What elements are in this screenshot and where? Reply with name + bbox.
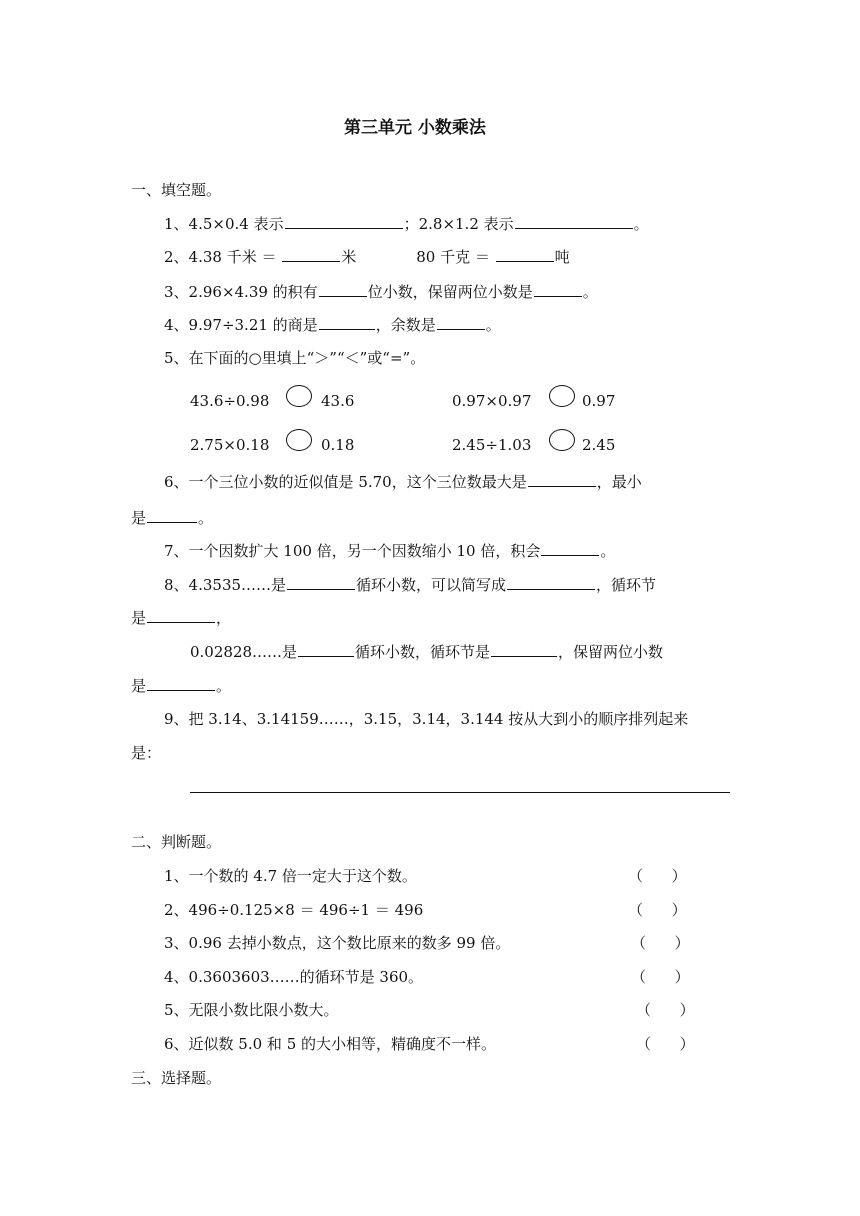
compare-right: 43.6: [321, 392, 355, 410]
question-8-cont: 是 ，: [131, 609, 232, 627]
answer-blank[interactable]: [528, 471, 596, 487]
answer-blank[interactable]: [147, 607, 215, 623]
answer-blank[interactable]: [507, 574, 595, 590]
question-6: 6、一个三位小数的近似值是 5.70，这个三位数最大是 ，最小: [164, 473, 642, 491]
answer-blank[interactable]: [147, 675, 215, 691]
answer-blank[interactable]: [147, 507, 197, 523]
question-3: 3、2.96×4.39 的积有 位小数，保留两位小数是 。: [164, 283, 598, 301]
judge-item: 1、一个数的 4.7 倍一定大于这个数。: [164, 867, 417, 885]
question-4: 4、9.97÷3.21 的商是 ，余数是 。: [164, 316, 501, 334]
answer-blank[interactable]: [437, 314, 485, 330]
section-heading-true-false: 二、判断题。: [131, 833, 222, 851]
answer-blank[interactable]: [491, 641, 557, 657]
page-title: 第三单元 小数乘法: [344, 118, 486, 138]
judge-paren[interactable]: （ ）: [631, 934, 690, 952]
answer-line[interactable]: [190, 792, 730, 793]
question-8: 8、4.3535……是 循环小数，可以简写成 ，循环节: [164, 576, 657, 594]
judge-paren[interactable]: （ ）: [631, 968, 690, 986]
judge-paren[interactable]: （ ）: [636, 1001, 695, 1019]
compare-right: 0.18: [321, 436, 355, 454]
judge-paren[interactable]: （ ）: [636, 1035, 695, 1053]
answer-blank[interactable]: [496, 246, 554, 262]
judge-item: 2、496÷0.125×8 ＝ 496÷1 ＝ 496: [164, 901, 424, 919]
answer-blank[interactable]: [319, 281, 367, 297]
answer-blank[interactable]: [534, 281, 582, 297]
answer-blank[interactable]: [515, 213, 633, 229]
compare-circle[interactable]: [549, 385, 575, 407]
compare-left: 2.45÷1.03: [452, 436, 532, 454]
question-9-cont: 是：: [131, 744, 162, 762]
question-5: 5、在下面的○里填上“＞”“＜”或“=”。: [164, 349, 426, 367]
answer-blank[interactable]: [541, 540, 599, 556]
question-7: 7、一个因数扩大 100 倍，另一个因数缩小 10 倍，积会 。: [164, 542, 616, 560]
question-8-part2: 0.02828……是 循环小数，循环节是 ，保留两位小数: [190, 643, 664, 661]
judge-item: 4、0.3603603……的循环节是 360。: [164, 968, 424, 986]
section-heading-fill-blanks: 一、填空题。: [131, 181, 222, 199]
compare-right: 0.97: [582, 392, 616, 410]
answer-blank[interactable]: [287, 574, 355, 590]
compare-left: 43.6÷0.98: [190, 392, 270, 410]
compare-circle[interactable]: [549, 429, 575, 451]
judge-paren[interactable]: （ ）: [628, 867, 687, 885]
answer-blank[interactable]: [285, 213, 403, 229]
judge-paren[interactable]: （ ）: [628, 901, 687, 919]
compare-right: 2.45: [582, 436, 616, 454]
question-6-cont: 是 。: [131, 509, 214, 527]
judge-item: 6、近似数 5.0 和 5 的大小相等，精确度不一样。: [164, 1035, 497, 1053]
question-9: 9、把 3.14、3.14159……，3.15，3.14，3.144 按从大到小的顺序排列起来: [164, 710, 689, 728]
judge-item: 3、0.96 去掉小数点，这个数比原来的数多 99 倍。: [164, 934, 511, 952]
compare-left: 2.75×0.18: [190, 436, 270, 454]
judge-item: 5、无限小数比限小数大。: [164, 1001, 339, 1019]
compare-circle[interactable]: [286, 429, 312, 451]
answer-blank[interactable]: [282, 246, 340, 262]
answer-blank[interactable]: [298, 641, 354, 657]
answer-blank[interactable]: [319, 314, 375, 330]
compare-circle[interactable]: [286, 385, 312, 407]
question-2: 2、4.38 千米 ＝ 米 80 千克 ＝ 吨: [164, 248, 570, 266]
question-8-part2-cont: 是 。: [131, 677, 232, 695]
compare-left: 0.97×0.97: [452, 392, 532, 410]
section-heading-multiple-choice: 三、选择题。: [131, 1069, 222, 1087]
question-1: 1、4.5×0.4 表示 ；2.8×1.2 表示 。: [164, 215, 649, 233]
